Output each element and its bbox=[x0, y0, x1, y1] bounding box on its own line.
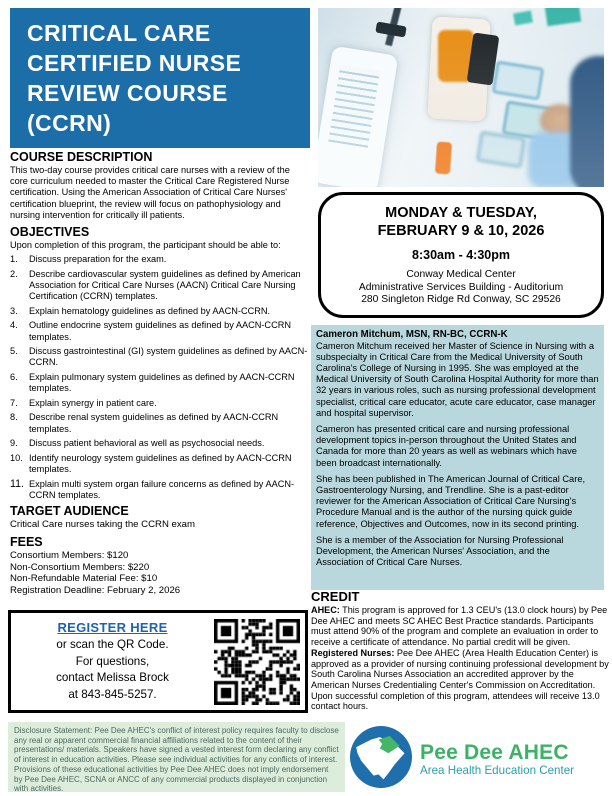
logo-name: Pee Dee AHEC bbox=[420, 740, 569, 764]
register-text-block bbox=[11, 620, 214, 704]
objective-text: Explain pulmonary system guidelines as defined by AACN-CCRN templates. bbox=[29, 372, 295, 394]
objective-number: 4. bbox=[10, 320, 18, 331]
event-details-box bbox=[318, 192, 604, 318]
objective-text: Describe cardiovascular system guidelines as defined by American Association for Critical Care Nurses (AACN) Critical Care Nursing Certification (CCRN) templates. bbox=[29, 268, 301, 302]
credit-nurses-paragraph bbox=[311, 648, 609, 712]
fees-line: Non-Refundable Material Fee: $10 bbox=[10, 573, 158, 585]
event-location bbox=[321, 269, 601, 307]
credit-heading: CREDIT bbox=[311, 589, 360, 604]
speaker-bio-paragraph: Cameron has presented critical care and nursing professional development topics in-person throughout the United States and Canada for more than 20 years as well as webinars which have been broadcast internationally. bbox=[316, 423, 577, 468]
fees-line: Registration Deadline: February 2, 2026 bbox=[10, 584, 181, 596]
speaker-bio-paragraph: She is a member of the Association for Nursing Professional Development, the American Nurses' Association, and the Association of Critical Care Nurses. bbox=[316, 534, 564, 568]
objective-item bbox=[10, 453, 308, 475]
credit-section bbox=[311, 589, 609, 712]
objective-text: Discuss patient behavioral as well as psychosocial needs. bbox=[29, 438, 265, 449]
objective-number: 2. bbox=[10, 268, 18, 279]
objective-item bbox=[10, 346, 308, 368]
objective-number: 10. bbox=[10, 452, 23, 463]
objective-number: 5. bbox=[10, 346, 18, 357]
credit-ahec-label: AHEC: bbox=[311, 605, 340, 615]
objective-text: Describe renal system guidelines as defined by AACN-CCRN templates. bbox=[29, 412, 279, 434]
disclosure-box bbox=[8, 722, 345, 792]
objectives-heading: OBJECTIVES bbox=[10, 225, 90, 240]
objective-number: 11. bbox=[10, 477, 24, 490]
objective-text: Discuss gastrointestinal (GI) system guidelines as defined by AACN-CCRN. bbox=[29, 346, 308, 368]
course-title-banner bbox=[10, 8, 310, 148]
register-scan-line: or scan the QR Code. bbox=[56, 638, 169, 652]
disclosure-text: Disclosure Statement: Pee Dee AHEC's conflict of interest policy requires faculty to disclose any real or apparent commercial financial affiliations related to the content of their presentations/ materials. Speakers have signed a vested interest form declaring any conflict of interest in education activities. Please see individual activities for any conflicts of interest. Provisions of these educational activities by Pee Dee AHEC does not imply endorsement by Pee Dee AHEC, SCNA or ANCC of any commercial products displayed in conjunction with activities. bbox=[14, 726, 339, 794]
credit-nurses-label: Registered Nurses: bbox=[311, 647, 395, 658]
objective-item bbox=[10, 479, 308, 501]
pee-dee-ahec-logo bbox=[350, 726, 606, 792]
target-audience-body: Critical Care nurses taking the CCRN exam bbox=[10, 519, 196, 531]
left-column bbox=[10, 150, 308, 596]
fees-line: Non-Consortium Members: $220 bbox=[10, 561, 150, 573]
south-carolina-state-icon bbox=[350, 726, 412, 793]
event-address: 280 Singleton Ridge Rd Conway, SC 29526 bbox=[361, 294, 561, 306]
credit-ahec-text: This program is approved for 1.3 CEU's (13.0 clock hours) by Pee Dee AHEC and meets SC AHEC Best Practice standards. Participants must attend 90% of the program and complete an evaluation in order to receive a certificate of attendance. No partial credit will be given. bbox=[311, 605, 608, 648]
target-audience-heading: TARGET AUDIENCE bbox=[10, 504, 129, 519]
objective-item bbox=[10, 438, 308, 449]
register-here-link[interactable]: REGISTER HERE bbox=[57, 619, 168, 635]
event-date: FEBRUARY 9 & 10, 2026 bbox=[377, 222, 545, 239]
objectives-intro: Upon completion of this program, the participant should be able to: bbox=[10, 240, 281, 251]
event-day: MONDAY & TUESDAY, bbox=[385, 205, 537, 221]
credit-nurses-text: Pee Dee AHEC (Area Health Education Center) is approved as a provider of nursing continuing professional development by South Carolina Nurses Association an accredited approver by the American Nurses Credentialing Center's Commission on Accreditation. Upon successful completion of this program, attendees will receive 13.0 contact hours. bbox=[311, 647, 609, 712]
objective-item bbox=[10, 269, 308, 303]
event-building: Administrative Services Building - Auditorium bbox=[358, 281, 564, 293]
objective-item bbox=[10, 254, 308, 265]
objective-number: 3. bbox=[10, 305, 18, 316]
logo-text-block bbox=[420, 742, 574, 777]
objective-text: Explain synergy in patient care. bbox=[29, 397, 157, 408]
course-title-line: (CCRN) bbox=[27, 110, 112, 136]
course-title-line: CERTIFIED NURSE bbox=[27, 50, 242, 76]
objective-item bbox=[10, 412, 308, 434]
photo-overlay bbox=[318, 8, 604, 187]
register-box bbox=[8, 610, 308, 713]
speaker-bio-paragraph: She has been published in The American Journal of Critical Care, Gastroenterology Nursing, and Trendline. She is a past-editor reviewer for the American Association of Critical Care Nursing's Procedure Manual and is the author of the nursing quick guide reference, Objectives and Outcomes, now in its second printing. bbox=[316, 473, 586, 529]
objective-number: 7. bbox=[10, 397, 18, 408]
course-description-heading: COURSE DESCRIPTION bbox=[10, 150, 153, 164]
objective-text: Outline endocrine system guidelines as defined by AACN-CCRN templates. bbox=[29, 320, 291, 342]
icu-photo bbox=[318, 8, 604, 187]
objective-text: Explain hematology guidelines as defined by AACN-CCRN. bbox=[29, 305, 271, 316]
event-venue: Conway Medical Center bbox=[406, 269, 516, 280]
logo-subtitle: Area Health Education Center bbox=[420, 763, 575, 777]
objective-number: 6. bbox=[10, 372, 18, 382]
objective-number: 9. bbox=[10, 438, 18, 449]
credit-ahec-paragraph bbox=[311, 605, 609, 648]
qr-code bbox=[214, 619, 300, 705]
fees-heading: FEES bbox=[10, 534, 43, 549]
speaker-name: Cameron Mitchum, MSN, RN-BC, CCRN-K bbox=[316, 329, 508, 340]
speaker-bio-paragraph: Cameron Mitchum received her Master of Science in Nursing with a subspecialty in Critical Care from the Medical University of South Carolina's College of Nursing in 1995. She was employed at the Medical University of South Carolina Hospital Authority for more than 32 years in various roles, such as nursing professional development specialist, critical care educator, acute care educator, case manager and hospital supervisor. bbox=[316, 340, 599, 418]
course-title-line: REVIEW COURSE bbox=[27, 80, 228, 106]
objective-item bbox=[10, 320, 308, 342]
course-description-body: This two-day course provides critical care nurses with a review of the core curriculum needed to master the Critical Care Registered Nurse certification. Using the American Association of Critical Care Nurses' certification blueprint, the review will focus on pathophysiology and nursing intervention for critically ill patients. bbox=[10, 165, 290, 220]
register-questions-line: For questions, bbox=[75, 654, 150, 668]
course-title-line: CRITICAL CARE bbox=[27, 20, 211, 46]
objective-text: Identify neurology system guidelines as defined by AACN-CCRN templates. bbox=[29, 452, 292, 474]
event-time: 8:30am - 4:30pm bbox=[412, 248, 510, 262]
objective-item bbox=[10, 372, 308, 394]
objectives-list bbox=[10, 254, 308, 501]
objective-text: Explain multi system organ failure concerns as defined by AACN-CCRN templates. bbox=[29, 478, 295, 500]
fees-line: Consortium Members: $120 bbox=[10, 549, 129, 561]
objective-text: Discuss preparation for the exam. bbox=[29, 254, 167, 265]
objective-item bbox=[10, 398, 308, 409]
objective-number: 8. bbox=[10, 412, 18, 423]
register-contact-line: contact Melissa Brock bbox=[56, 671, 169, 685]
speaker-bio-box bbox=[311, 325, 604, 590]
register-phone-line: at 843-845-5257. bbox=[68, 687, 157, 701]
objective-number: 1. bbox=[10, 254, 18, 265]
objective-item bbox=[10, 306, 308, 317]
